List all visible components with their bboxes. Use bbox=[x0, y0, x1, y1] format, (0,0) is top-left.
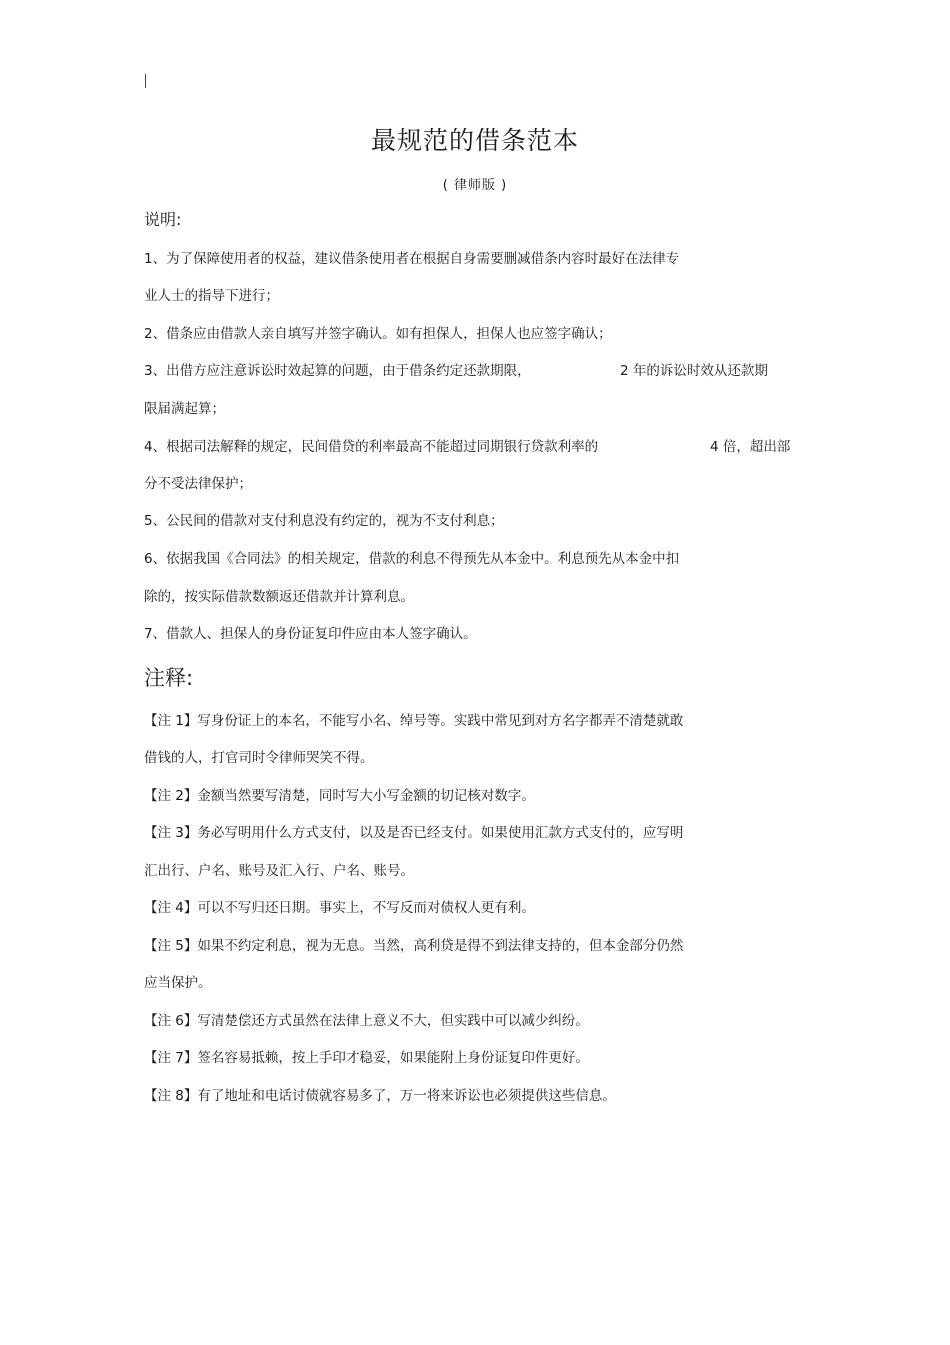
note-line: 【注 2】金额当然要写清楚，同时写大小写金额的切记核对数字。 bbox=[144, 788, 535, 804]
note-line: 借钱的人，打官司时令律师哭笑不得。 bbox=[144, 750, 374, 766]
note-line: 【注 8】有了地址和电话讨债就容易多了，万一将来诉讼也必须提供这些信息。 bbox=[144, 1088, 616, 1104]
explain-heading: 说明: bbox=[144, 210, 182, 229]
note-line: 【注 1】写身份证上的本名，不能写小名、绰号等。实践中常见到对方名字都弄不清楚就敢 bbox=[144, 713, 684, 729]
explain-line: 7、借款人、担保人的身份证复印件应由本人签字确认。 bbox=[144, 626, 477, 642]
explain-line: 限届满起算； bbox=[144, 401, 225, 417]
document-subtitle: ( 律师版 ) bbox=[442, 178, 508, 193]
note-line: 汇出行、户名、账号及汇入行、户名、账号。 bbox=[144, 863, 414, 879]
note-line: 应当保护。 bbox=[144, 975, 212, 991]
note-line: 【注 3】务必写明用什么方式支付，以及是否已经支付。如果使用汇款方式支付的，应写明 bbox=[144, 825, 684, 841]
note-line: 【注 5】如果不约定利息，视为无息。当然，高利贷是得不到法律支持的，但本金部分仍然 bbox=[144, 938, 684, 954]
note-line: 【注 4】可以不写归还日期。事实上，不写反而对债权人更有利。 bbox=[144, 900, 535, 916]
explain-line bbox=[144, 437, 860, 457]
explain-line: 除的，按实际借款数额返还借款并计算利息。 bbox=[144, 589, 414, 605]
explain-line: 5、公民间的借款对支付利息没有约定的，视为不支付利息； bbox=[144, 513, 504, 529]
margin-mark bbox=[145, 74, 146, 88]
note-line: 【注 6】写清楚偿还方式虽然在法律上意义不大，但实践中可以减少纠纷。 bbox=[144, 1013, 589, 1029]
explain-line-text: 3、出借方应注意诉讼时效起算的问题，由于借条约定还款期限， bbox=[144, 363, 531, 379]
explain-line-text: 4、根据司法解释的规定，民间借贷的利率最高不能超过同期银行贷款利率的 bbox=[144, 439, 599, 455]
explain-line-tail: 4 倍，超出部 bbox=[710, 439, 791, 455]
explain-line: 2、借条应由借款人亲自填写并签字确认。如有担保人，担保人也应签字确认； bbox=[144, 326, 612, 342]
explain-line: 6、依据我国《合同法》的相关规定，借款的利息不得预先从本金中。利息预先从本金中扣 bbox=[144, 551, 680, 567]
explain-line-tail: 2 年的诉讼时效从还款期 bbox=[620, 363, 768, 379]
explain-line: 分不受法律保护； bbox=[144, 476, 252, 492]
notes-heading: 注释: bbox=[144, 666, 194, 690]
note-line: 【注 7】签名容易抵赖，按上手印才稳妥，如果能附上身份证复印件更好。 bbox=[144, 1050, 589, 1066]
explain-line bbox=[144, 361, 860, 381]
document-title: 最规范的借条范本 bbox=[370, 126, 579, 155]
explain-line: 业人士的指导下进行； bbox=[144, 288, 279, 304]
explain-line: 1、为了保障使用者的权益，建议借条使用者在根据自身需要删减借条内容时最好在法律专 bbox=[144, 251, 680, 267]
